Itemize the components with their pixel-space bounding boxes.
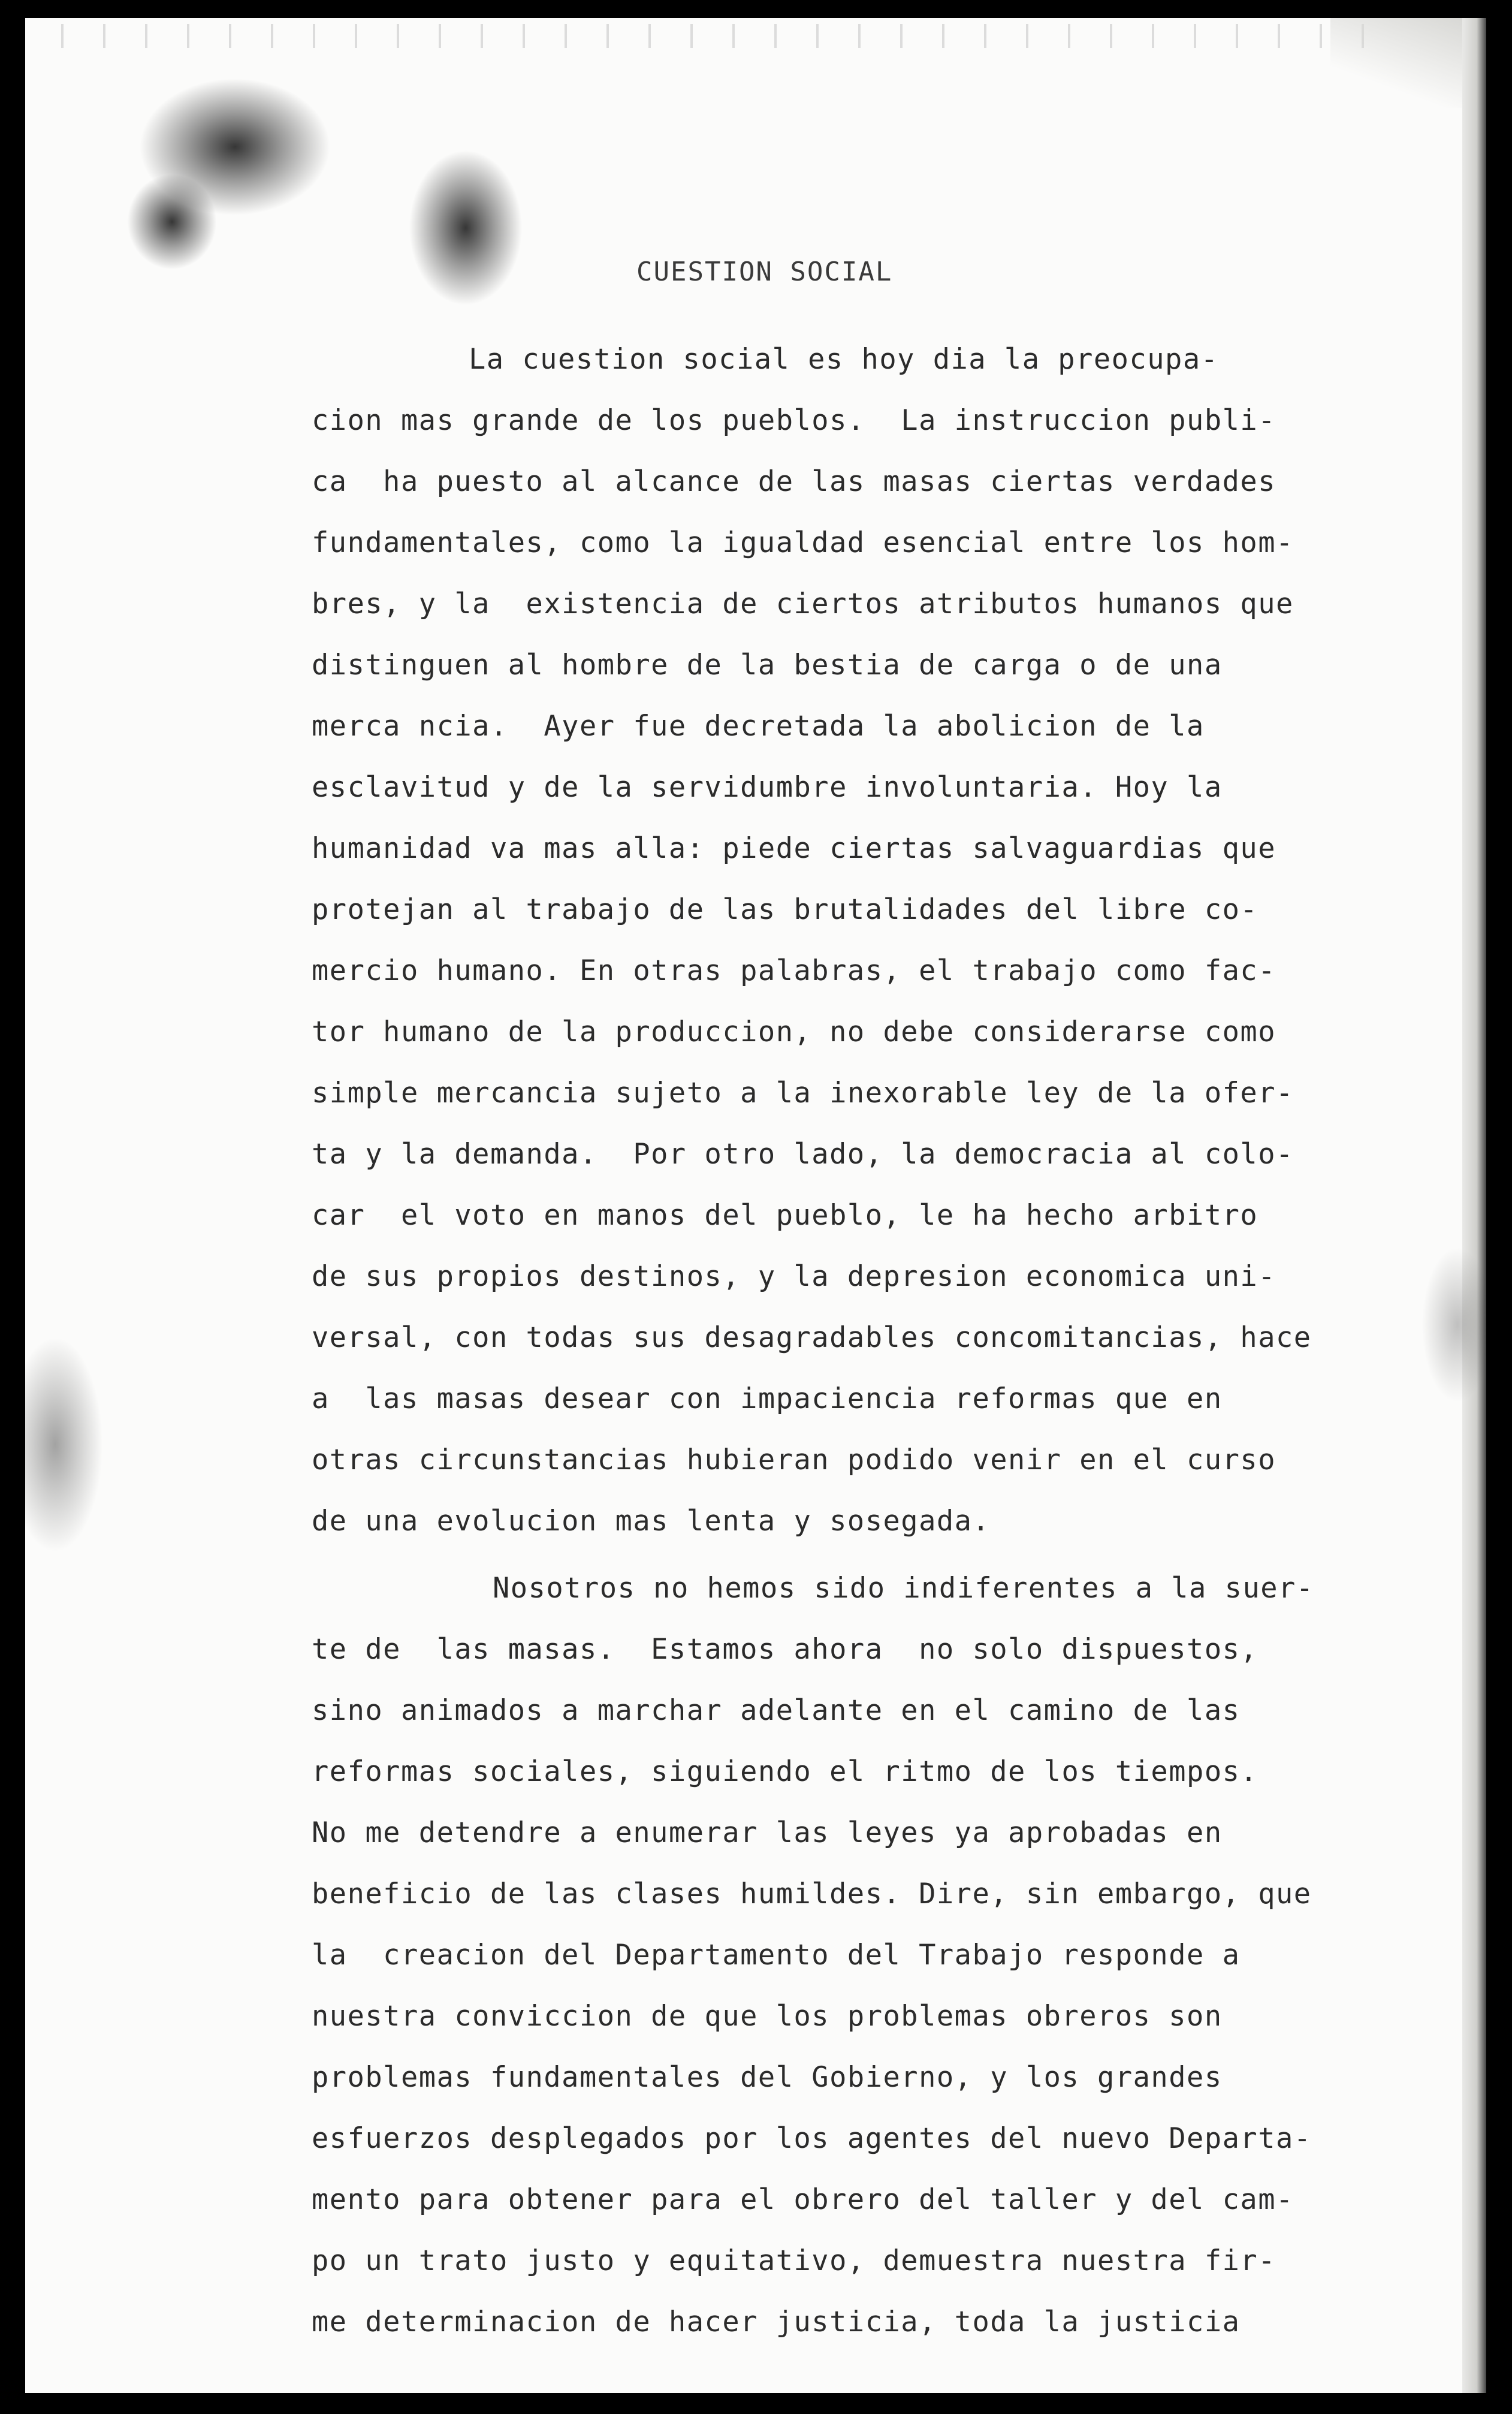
text-line: te de las masas. Estamos ahora no solo dispuestos,	[312, 1633, 1259, 1666]
text-line: po un trato justo y equitativo, demuestra nuestra fir-	[312, 2244, 1276, 2277]
text-line: protejan al trabajo de las brutalidades del libre co-	[312, 893, 1259, 926]
text-line: mento para obtener para el obrero del taller y del cam-	[312, 2183, 1294, 2216]
text-line: sino animados a marchar adelante en el camino de las	[312, 1694, 1241, 1727]
text-line: versal, con todas sus desagradables concomitancias, hace	[312, 1321, 1312, 1354]
text-line: ca ha puesto al alcance de las masas ciertas verdades	[312, 465, 1276, 498]
text-line: otras circunstancias hubieran podido venir en el curso	[312, 1443, 1276, 1476]
text-line: reformas sociales, siguiendo el ritmo de los tiempos.	[312, 1755, 1259, 1788]
text-line: esclavitud y de la servidumbre involuntaria. Hoy la	[312, 771, 1223, 804]
text-line: ta y la demanda. Por otro lado, la democracia al colo-	[312, 1138, 1294, 1171]
text-line: mercio humano. En otras palabras, el trabajo como fac-	[312, 954, 1276, 987]
text-line: bres, y la existencia de ciertos atributos humanos que	[312, 587, 1294, 620]
text-line: me determinacion de hacer justicia, toda la justicia	[312, 2305, 1241, 2338]
text-line: No me detendre a enumerar las leyes ya aprobadas en	[312, 1816, 1223, 1849]
typed-text	[25, 18, 1486, 2393]
text-line: nuestra conviccion de que los problemas obreros son	[312, 2000, 1223, 2033]
text-line: la creacion del Departamento del Trabajo responde a	[312, 1939, 1241, 1972]
text-line: distinguen al hombre de la bestia de carga o de una	[312, 649, 1223, 682]
text-line: merca ncia. Ayer fue decretada la abolicion de la	[312, 710, 1205, 743]
document-page	[25, 18, 1486, 2393]
text-line: de una evolucion mas lenta y sosegada.	[312, 1505, 991, 1538]
text-line: de sus propios destinos, y la depresion economica uni-	[312, 1260, 1276, 1293]
text-line: problemas fundamentales del Gobierno, y los grandes	[312, 2061, 1223, 2094]
text-line: esfuerzos desplegados por los agentes del nuevo Departa-	[312, 2122, 1312, 2155]
text-line: simple mercancia sujeto a la inexorable ley de la ofer-	[312, 1077, 1294, 1110]
text-line: a las masas desear con impaciencia reformas que en	[312, 1382, 1223, 1415]
text-line: car el voto en manos del pueblo, le ha hecho arbitro	[312, 1199, 1259, 1232]
text-line: La cuestion social es hoy dia la preocupa-	[469, 343, 1219, 376]
document-title: CUESTION SOCIAL	[636, 257, 893, 287]
text-line: beneficio de las clases humildes. Dire, sin embargo, que	[312, 1877, 1312, 1910]
text-line: fundamentales, como la igualdad esencial entre los hom-	[312, 526, 1294, 559]
text-line: cion mas grande de los pueblos. La instruccion publi-	[312, 404, 1276, 437]
text-line: Nosotros no hemos sido indiferentes a la suer-	[493, 1572, 1314, 1605]
text-line: humanidad va mas alla: piede ciertas salvaguardias que	[312, 832, 1276, 865]
text-line: tor humano de la produccion, no debe considerarse como	[312, 1015, 1276, 1048]
